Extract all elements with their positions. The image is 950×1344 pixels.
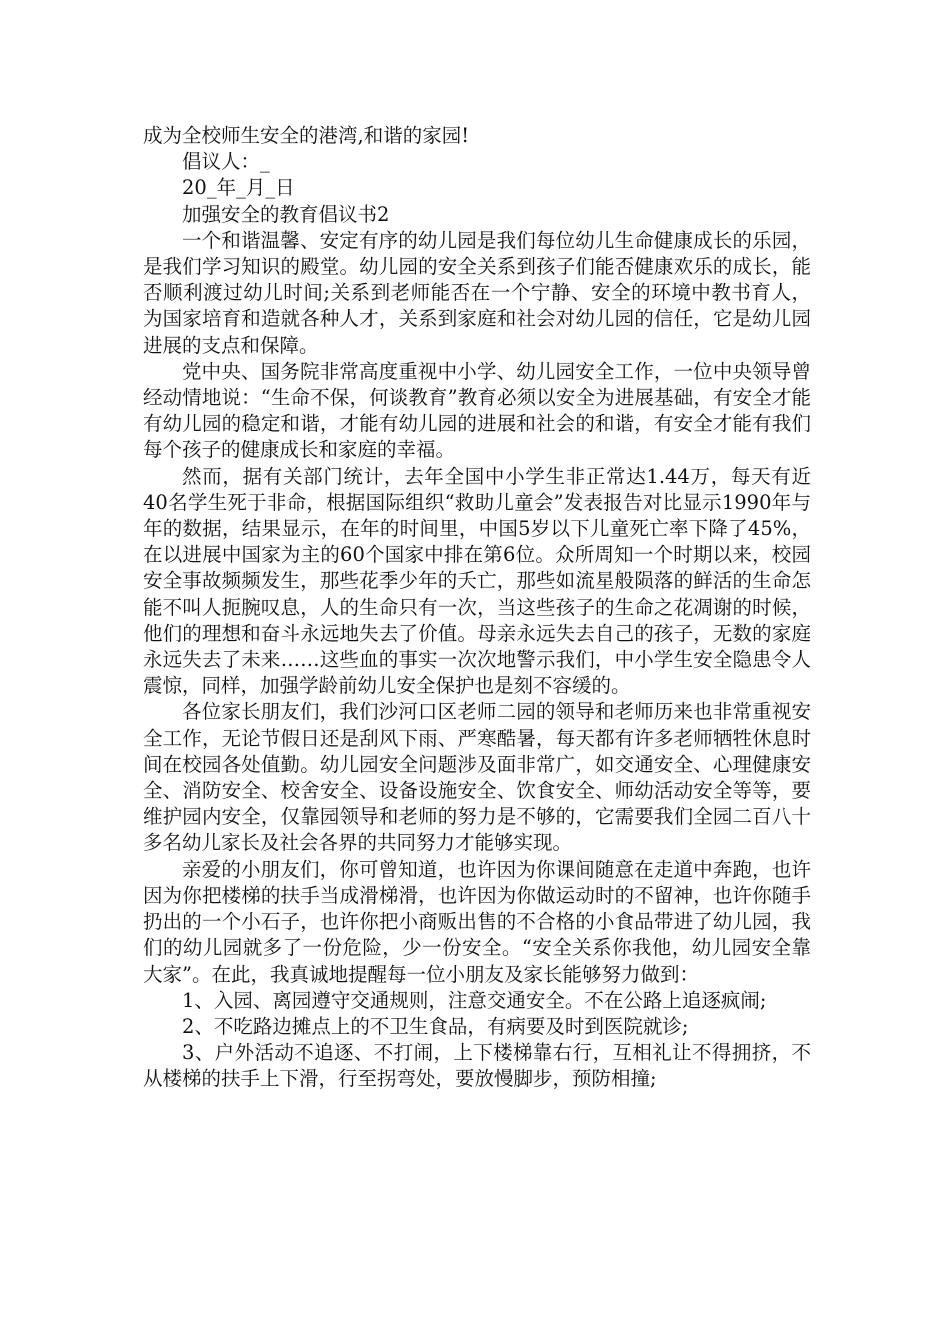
body-paragraph: 各位家长朋友们，我们沙河口区老师二园的领导和老师历来也非常重视安全工作，无论节假日还是刮风下雨、严寒酷暑，每天都有许多老师牺牲休息时间在校园各处值勤。幼儿园安全问题涉及面非常广，如交通安全、心理健康安全、消防安全、校舍安全、设备设施安全、饮食安全、师幼活动安全等等，要维护园内安全，仅靠园领导和老师的努力是不够的，它需要我们全园二百八十多名幼儿家长及社会各界的共同努力才能够实现。 — [143, 700, 811, 855]
document-body — [143, 123, 811, 1093]
body-paragraph: 亲爱的小朋友们，你可曾知道，也许因为你课间随意在走道中奔跑，也许因为你把楼梯的扶手当成滑梯滑，也许因为你做运动时的不留神，也许你随手扔出的一个小石子，也许你把小商贩出售的不合格的小食品带进了幼儿园，我们的幼儿园就多了一份危险，少一份安全。“安全关系你我他，幼儿园安全靠大家”。在此，我真诚地提醒每一位小朋友及家长能够努力做到： — [143, 857, 811, 986]
list-item: 1、入园、离园遵守交通规则，注意交通安全。不在公路上追逐疯闹; — [182, 988, 767, 1012]
closing-line: 成为全校师生安全的港湾,和谐的家园! — [143, 124, 470, 147]
list-item: 2、不吃路边摊点上的不卫生食品，有病要及时到医院就诊; — [182, 1014, 689, 1038]
section-title: 加强安全的教育倡议书2 — [182, 202, 390, 226]
date-line: 20_年_月_日 — [182, 176, 295, 200]
list-item: 3、户外活动不追逐、不打闹，上下楼梯靠右行，互相礼让不得拥挤，不从楼梯的扶手上下滑，行至拐弯处，要放慢脚步，预防相撞; — [143, 1041, 811, 1091]
body-paragraph: 党中央、国务院非常高度重视中小学、幼儿园安全工作，一位中央领导曾经动情地说：“生命不保，何谈教育”教育必须以安全为进展基础，有安全才能有幼儿园的稳定和谐，才能有幼儿园的进展和社会的和谐，有安全才能有我们每个孩子的健康成长和家庭的幸福。 — [143, 359, 811, 462]
body-paragraph: 然而，据有关部门统计，去年全国中小学生非正常达1.44万，每天有近40名学生死于非命，根据国际组织“救助儿童会”发表报告对比显示1990年与年的数据，结果显示，在年的时间里，中国5岁以下儿童死亡率下降了45%，在以进展中国家为主的60个国家中排在第6位。众所周知一个时期以来，校园安全事故频频发生，那些花季少年的夭亡，那些如流星般陨落的鲜活的生命怎能不叫人扼腕叹息，人的生命只有一次，当这些孩子的生命之花凋谢的时候，他们的理想和奋斗永远地失去了价值。母亲永远失去自己的孩子，无数的家庭永远失去了未来……这些血的事实一次次地警示我们，中小学生安全隐患令人震惊，同样，加强学龄前幼儿安全保护也是刻不容缓的。 — [143, 464, 811, 698]
body-paragraph: 一个和谐温馨、安定有序的幼儿园是我们每位幼儿生命健康成长的乐园，是我们学习知识的殿堂。幼儿园的安全关系到孩子们能否健康欢乐的成长，能否顺利渡过幼儿时间;关系到老师能否在一个宁静、安全的环境中教书育人，为国家培育和造就各种人才，关系到家庭和社会对幼儿园的信任，它是幼儿园进展的支点和保障。 — [143, 228, 811, 357]
initiator-line: 倡议人：_ — [182, 150, 270, 174]
